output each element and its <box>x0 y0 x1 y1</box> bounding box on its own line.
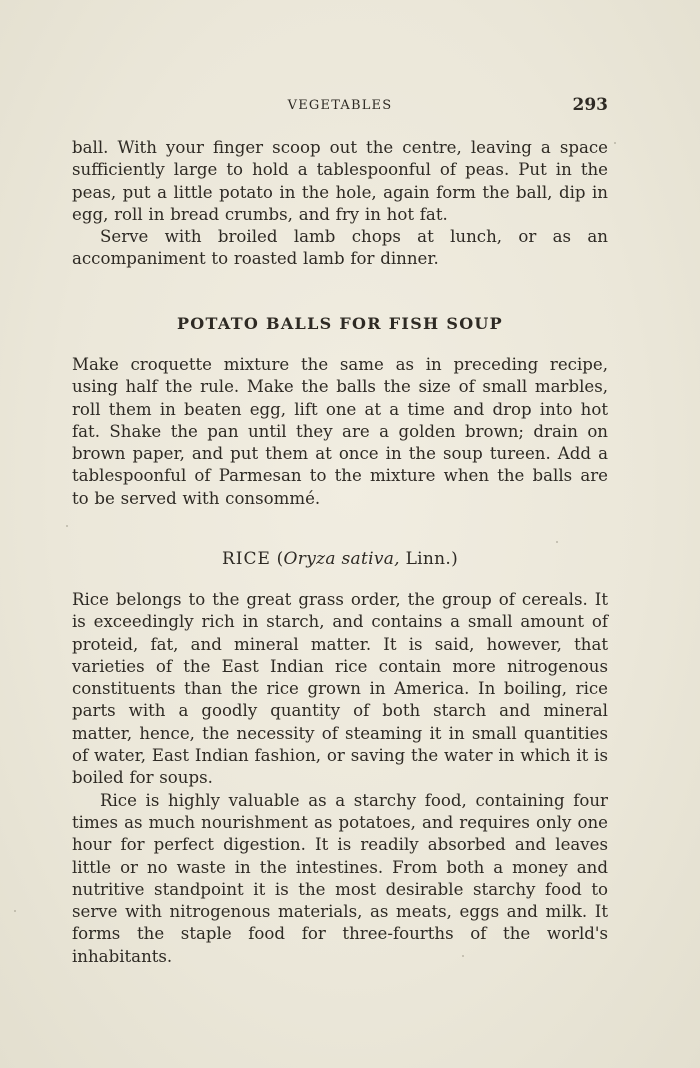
page-number: 293 <box>572 95 608 115</box>
rice-heading-open: ( <box>270 549 284 569</box>
paper-speck <box>66 525 68 527</box>
continued-paragraph: ball. With your finger scoop out the centre, leaving a space sufficiently large to hold a tablespoonful of peas. Put in the peas, put a little potato in the hole, again form the ball, dip in egg, roll in bread crumbs, and fry in hot fat. <box>72 138 608 224</box>
rice-heading-word: RICE <box>221 549 271 569</box>
serving-suggestion-paragraph: Serve with broiled lamb chops at lunch, or as an accompaniment to roasted lamb for dinner. <box>72 227 608 269</box>
rice-heading <box>72 549 608 569</box>
potato-balls-recipe <box>72 354 608 510</box>
running-head: VEGETABLES <box>287 98 393 113</box>
potato-balls-heading: POTATO BALLS FOR FISH SOUP <box>176 314 504 333</box>
page-header <box>72 95 608 117</box>
rice-paragraph-1: Rice belongs to the great grass order, the group of cereals. It is exceedingly rich in starch, and contains a small amount of proteid, fat, and mineral matter. It is said, however, that varieties of the East Indian rice contain more nitrogenous constituents than the rice grown in America. In boiling, rice parts with a goodly quantity of both starch and mineral matter, hence, the necessity of steaming it in small quantities of water, East Indian fashion, or saving the water in which it is boiled for soups. <box>72 590 608 788</box>
rice-latin-name: Oryza sativa, <box>283 549 400 569</box>
paper-speck <box>556 541 558 543</box>
paper-speck <box>462 955 464 957</box>
paper-speck <box>14 910 16 912</box>
paper-speck <box>614 142 616 144</box>
rice-heading-authority: Linn.) <box>399 549 459 569</box>
continued-recipe <box>72 137 608 271</box>
rice-paragraph-2: Rice is highly valuable as a starchy food, containing four times as much nourishment as potatoes, and requires only one hour for perfect digestion. It is readily absorbed and leaves little or no waste in the intestines. From both a money and nutritive standpoint it is the most desirable starchy food to serve with nitrogenous materials, as meats, eggs and milk. It forms the staple food for three-fourths of the world's inhabitants. <box>72 790 608 966</box>
rice-section <box>72 589 608 968</box>
potato-balls-paragraph: Make croquette mixture the same as in preceding recipe, using half the rule. Make the balls the size of small marbles, roll them in beaten egg, lift one at a time and drop into hot fat. Shake the pan until they are a golden brown; drain on brown paper, and put them at once in the soup tureen. Add a tablespoonful of Parmesan to the mixture when the balls are to be served with consommé. <box>72 355 608 508</box>
